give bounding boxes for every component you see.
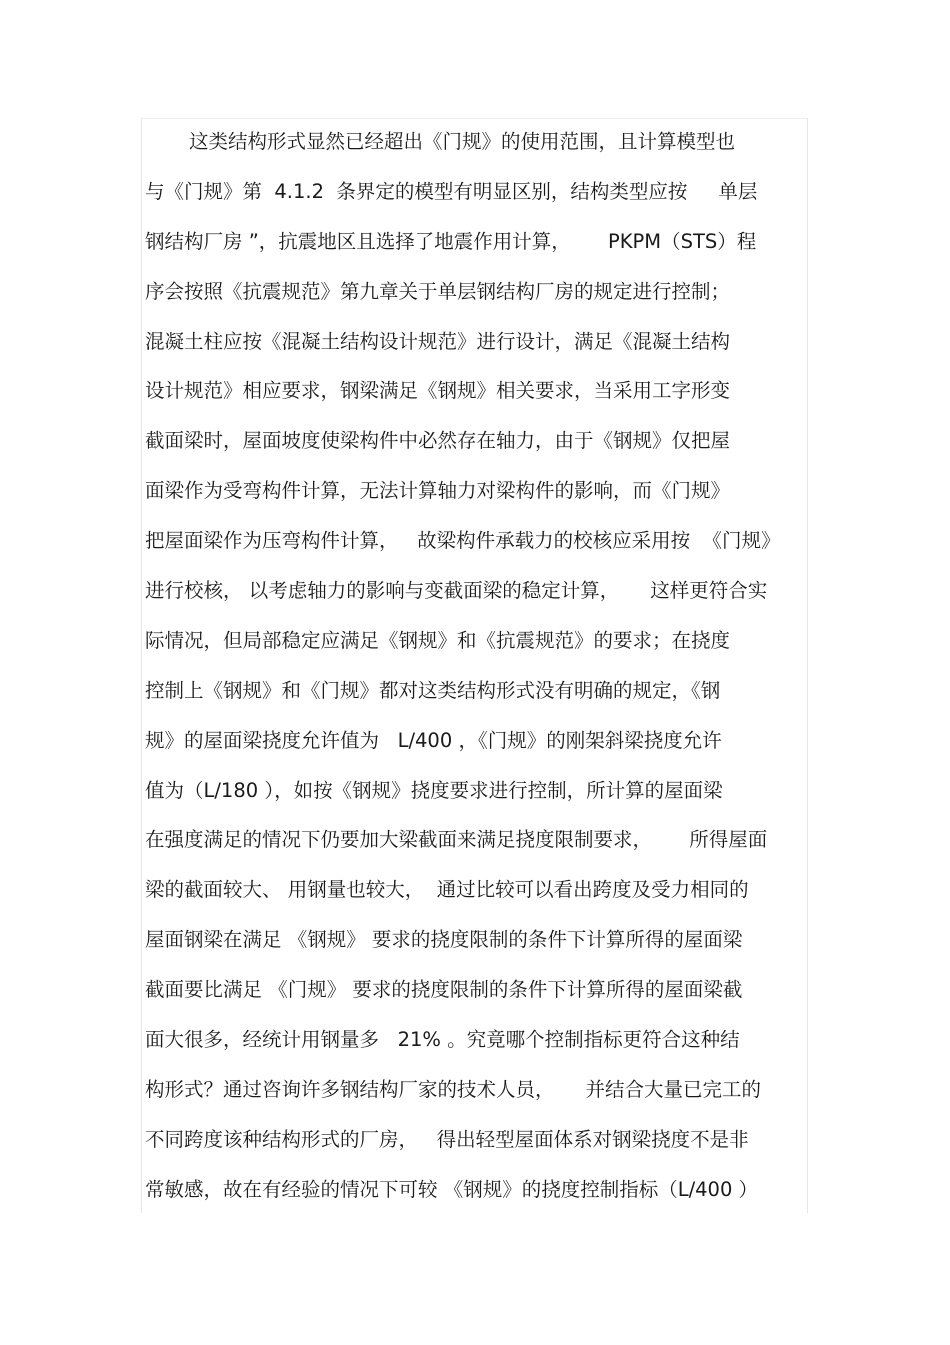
- text-line-1: 这类结构形式显然已经超出《门规》的使用范围，且计算模型也: [189, 130, 736, 153]
- text-line-6: 设计规范》相应要求，钢梁满足《钢规》相关要求，当采用工字形变: [145, 379, 731, 403]
- text-line-13: 规》的屋面梁挠度允许值为 L/400 ，《门规》的刚架斜梁挠度允许: [145, 728, 722, 752]
- text-line-11: 际情况，但局部稳定应满足《钢规》和《抗震规范》的要求；在挠度: [145, 628, 731, 652]
- text-line-17: 屋面钢梁在满足 《钢规》 要求的挠度限制的条件下计算所得的屋面梁: [145, 928, 743, 952]
- text-line-7: 截面梁时，屋面坡度使梁构件中必然存在轴力，由于《钢规》仅把屋: [145, 429, 731, 453]
- text-line-3: 钢结构厂房 ”，抗震地区且选择了地震作用计算， PKPM（STS）程: [145, 229, 757, 253]
- text-line-18: 截面要比满足 《门规》 要求的挠度限制的条件下计算所得的屋面梁截: [145, 978, 743, 1002]
- text-line-9: 把屋面梁作为压弯构件计算， 故梁构件承载力的校核应采用按 《门规》: [145, 529, 781, 553]
- text-line-19: 面大很多，经统计用钢量多 21% 。究竟哪个控制指标更符合这种结: [145, 1028, 740, 1052]
- text-line-15: 在强度满足的情况下仍要加大梁截面来满足挠度限制要求， 所得屋面: [145, 828, 768, 852]
- text-line-2: 与《门规》第 4.1.2 条界定的模型有明显区别，结构类型应按 单层: [145, 179, 758, 203]
- text-line-22: 常敏感，故在有经验的情况下可较 《钢规》的挠度控制指标（L/400 ）: [145, 1177, 759, 1201]
- text-line-21: 不同跨度该种结构形式的厂房， 得出轻型屋面体系对钢梁挠度不是非: [145, 1127, 749, 1151]
- text-line-4: 序会按照《抗震规范》第九章关于单层钢结构厂房的规定进行控制；: [145, 279, 731, 303]
- text-line-5: 混凝土柱应按《混凝土结构设计规范》进行设计，满足《混凝土结构: [145, 329, 731, 353]
- text-line-12: 控制上《钢规》和《门规》都对这类结构形式没有明确的规定，《钢: [145, 678, 721, 702]
- text-line-8: 面梁作为受弯构件计算，无法计算轴力对梁构件的影响，而《门规》: [145, 479, 731, 503]
- body-paragraph: [145, 117, 807, 1215]
- text-line-20: 构形式？通过咨询许多钢结构厂家的技术人员， 并结合大量已完工的: [145, 1077, 761, 1101]
- text-line-16: 梁的截面较大、 用钢量也较大， 通过比较可以看出跨度及受力相同的: [145, 878, 749, 902]
- text-line-14: 值为（L/180 ），如按《钢规》挠度要求进行控制，所计算的屋面梁: [145, 778, 723, 802]
- text-line-10: 进行校核， 以考虑轴力的影响与变截面梁的稳定计算， 这样更符合实: [145, 579, 768, 603]
